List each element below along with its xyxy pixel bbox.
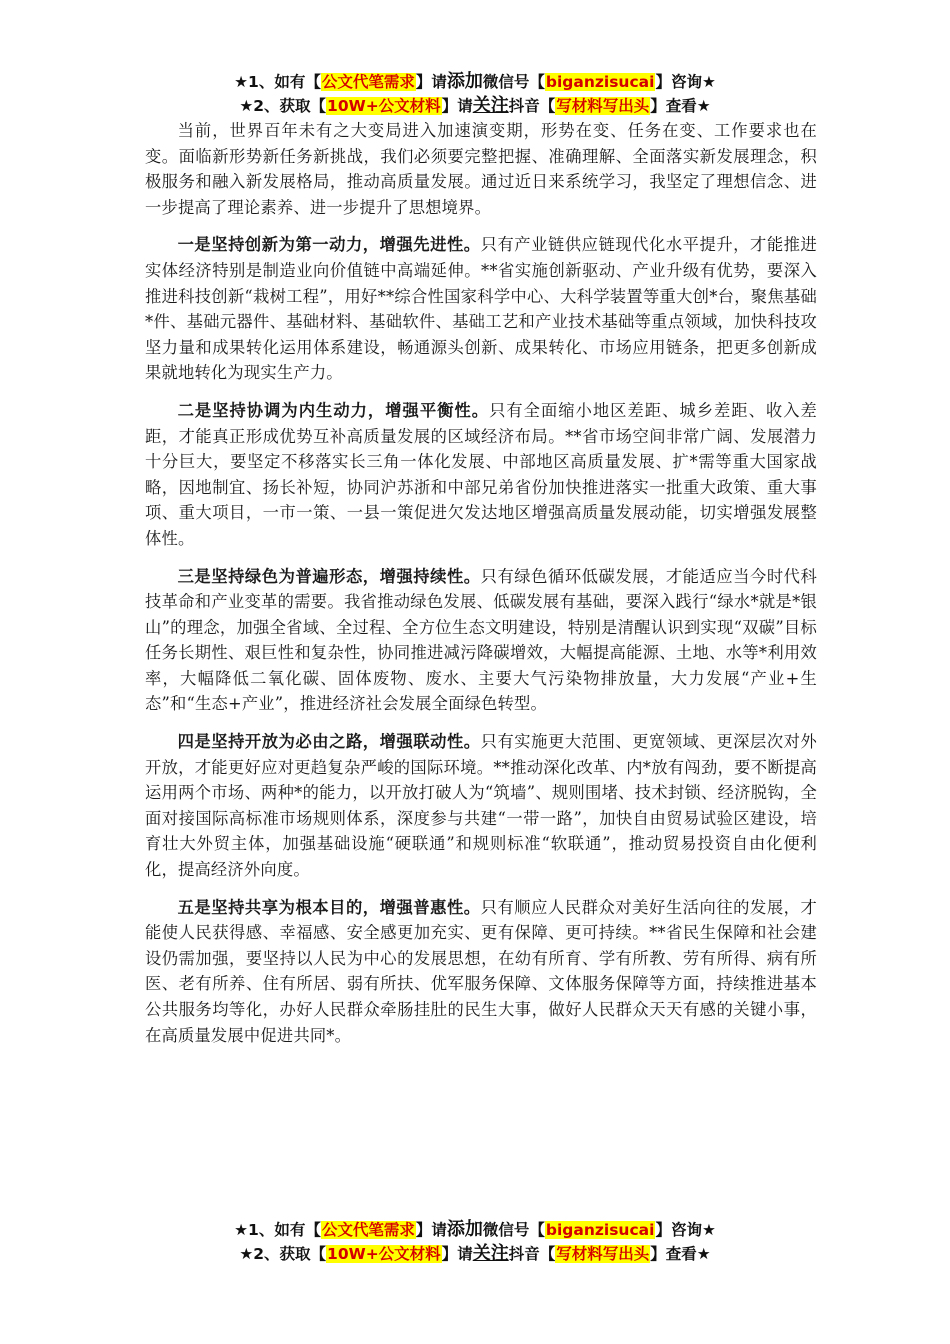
point-text: 只有顺应人民群众对美好生活向往的发展，才能使人民获得感、幸福感、安全感更加充实、更有保障、更可持续。**省民生保障和社会建设仍需加强，要坚持以人民为中心的发展思想，在幼有所育、学有所教、劳有所得、病有所医、老有所养、住有所居、弱有所扶、优军服务保障、文体服务保障等方面，持续推进基本公共服务均等化，办好人民群众牵肠挂肚的民生大事，做好人民群众天天有感的关键小事，在高质量发展中促进共同*。 — [145, 897, 817, 1045]
ad-text: 】请 — [441, 1245, 473, 1263]
ad-text: 微信号【 — [482, 1221, 545, 1239]
ad-text: 】请 — [415, 1221, 447, 1239]
footer-ad-line-1 — [0, 1218, 950, 1242]
point-heading: 三是坚持绿色为普遍形态，增强持续性。 — [177, 566, 481, 586]
point-heading: 四是坚持开放为必由之路，增强联动性。 — [177, 732, 481, 752]
point-text: 只有全面缩小地区差距、城乡差距、收入差距，才能真正形成优势互补高质量发展的区域经济布局。**省市场空间非常广阔、发展潜力十分巨大，要坚定不移落实长三角一体化发展、中部地区高质量发展、扩*需等重大国家战略，因地制宜、扬长补短，协同沪苏浙和中部兄弟省份加快推进落实一批重大政策、重大事项、重大项目，一市一策、一县一策促进欠发达地区增强高质量发展动能，切实增强发展整体性。 — [145, 400, 817, 548]
ad-emphasis: 关注 — [472, 95, 509, 116]
ad-highlight-service: 公文代笔需求 — [321, 1221, 415, 1239]
article-body — [145, 118, 817, 1060]
ad-prefix: ★2、获取【 — [239, 97, 327, 115]
point-paragraph-5 — [145, 895, 817, 1049]
ad-prefix: ★2、获取【 — [239, 1245, 327, 1263]
intro-paragraph: 当前，世界百年未有之大变局进入加速演变期，形势在变、任务在变、工作要求也在变。面临新形势新任务新挑战，我们必须要完整把握、准确理解、全面落实新发展理念，积极服务和融入新发展格局，推动高质量发展。通过近日来系统学习，我坚定了理想信念、进一步提高了理论素养、进一步提升了思想境界。 — [145, 121, 817, 217]
footer-ad-line-2 — [0, 1242, 950, 1266]
ad-text: 微信号【 — [482, 73, 545, 91]
header-ad-line-2 — [0, 94, 950, 118]
ad-highlight-douyin-id: 写材料写出头 — [556, 1245, 650, 1263]
ad-highlight-wechat-id: biganzisucai — [545, 1221, 655, 1239]
ad-suffix: 】查看★ — [650, 1245, 711, 1263]
point-text: 只有产业链供应链现代化水平提升，才能推进实体经济特别是制造业向价值链中高端延伸。**省实施创新驱动、产业升级有优势，要深入推进科技创新“栽树工程”，用好**综合性国家科学中心、大科学装置等重大创*台，聚焦基础*件、基础元器件、基础材料、基础软件、基础工艺和产业技术基础等重点领域，加快科技攻坚力量和成果转化运用体系建设，畅通源头创新、成果转化、市场应用链条，把更多创新成果就地转化为现实生产力。 — [145, 235, 817, 383]
point-heading: 一是坚持创新为第一动力，增强先进性。 — [177, 235, 481, 255]
ad-text: 】请 — [415, 73, 447, 91]
ad-highlight-materials: 10W+公文材料 — [327, 97, 441, 115]
ad-text: 抖音【 — [508, 1245, 556, 1263]
ad-text: 】请 — [441, 97, 473, 115]
ad-suffix: 】咨询★ — [655, 73, 716, 91]
ad-emphasis: 关注 — [472, 1243, 509, 1264]
point-paragraph-4 — [145, 729, 817, 883]
point-paragraph-3 — [145, 564, 817, 718]
ad-highlight-service: 公文代笔需求 — [321, 73, 415, 91]
ad-suffix: 】查看★ — [650, 97, 711, 115]
ad-prefix: ★1、如有【 — [234, 1221, 321, 1239]
point-text: 只有实施更大范围、更宽领域、更深层次对外开放，才能更好应对更趋复杂严峻的国际环境。**推动深化改革、内*放有闯劲，要不断提高运用两个市场、两种*的能力，以开放打破人为“筑墙”、规则围堵、技术封锁、经济脱钩，全面对接国际高标准市场规则体系，深度参与共建“一带一路”，加快自由贸易试验区建设，培育壮大外贸主体，加强基础设施“硬联通”和规则标准“软联通”，推动贸易投资自由化便利化，提高经济外向度。 — [145, 732, 817, 880]
point-text: 只有绿色循环低碳发展，才能适应当今时代科技革命和产业变革的需要。我省推动绿色发展、低碳发展有基础，要深入践行“绿水*就是*银山”的理念，加强全省域、全过程、全方位生态文明建设，特别是清醒认识到实现“双碳”目标任务长期性、艰巨性和复杂性，协同推进减污降碳增效，大幅提高能源、土地、水等*利用效率，大幅降低二氧化碳、固体废物、废水、主要大气污染物排放量，大力发展“产业+生态”和“生态+产业”，推进经济社会发展全面绿色转型。 — [145, 566, 817, 714]
point-heading: 二是坚持协调为内生动力，增强平衡性。 — [177, 400, 490, 420]
point-heading: 五是坚持共享为根本目的，增强普惠性。 — [177, 897, 481, 917]
ad-prefix: ★1、如有【 — [234, 73, 321, 91]
ad-emphasis: 添加 — [446, 71, 483, 92]
ad-highlight-wechat-id: biganzisucai — [545, 73, 655, 91]
point-paragraph-2 — [145, 398, 817, 552]
ad-highlight-douyin-id: 写材料写出头 — [556, 97, 650, 115]
ad-highlight-materials: 10W+公文材料 — [327, 1245, 441, 1263]
ad-emphasis: 添加 — [446, 1219, 483, 1240]
ad-text: 抖音【 — [508, 97, 556, 115]
header-ad-line-1 — [0, 70, 950, 94]
ad-suffix: 】咨询★ — [655, 1221, 716, 1239]
point-paragraph-1 — [145, 232, 817, 386]
